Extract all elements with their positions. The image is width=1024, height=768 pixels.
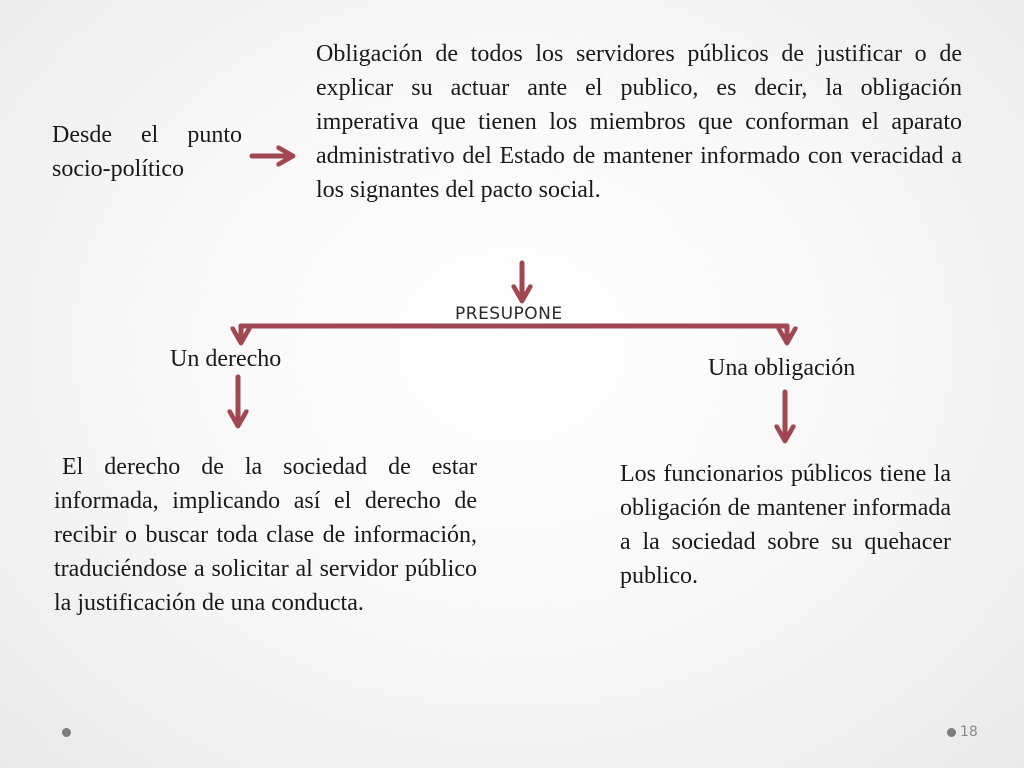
- derecho-text: [54, 450, 477, 620]
- top-definition: Obligación de todos los servidores públicos de justificar o de explicar su actuar ante el publico, es decir, la obligación imperativa que tienen los miembros que conforman el aparato administrativo del Estado de mantener informado con veracidad a los signantes del pacto social.: [316, 41, 962, 203]
- obligacion-text: Los funcionarios públicos tiene la obligación de mantener informada a la sociedad sobre su quehacer publico.: [620, 461, 951, 589]
- presupone-label: PRESUPONE: [455, 304, 563, 324]
- left-label: Desde el punto socio-político: [52, 122, 242, 182]
- obligacion-label: Una obligación: [708, 355, 856, 381]
- right-dot-ornament: [947, 728, 956, 737]
- derecho-label: Un derecho: [170, 346, 282, 372]
- derecho-text-body: El derecho de la sociedad de estar informada, implicando así el derecho de recibir o buscar toda clase de información, traduciéndose a solicitar al servidor público la justificación de una conducta.: [54, 454, 477, 616]
- page-number: 18: [960, 724, 978, 740]
- left-dot-ornament: [62, 728, 71, 737]
